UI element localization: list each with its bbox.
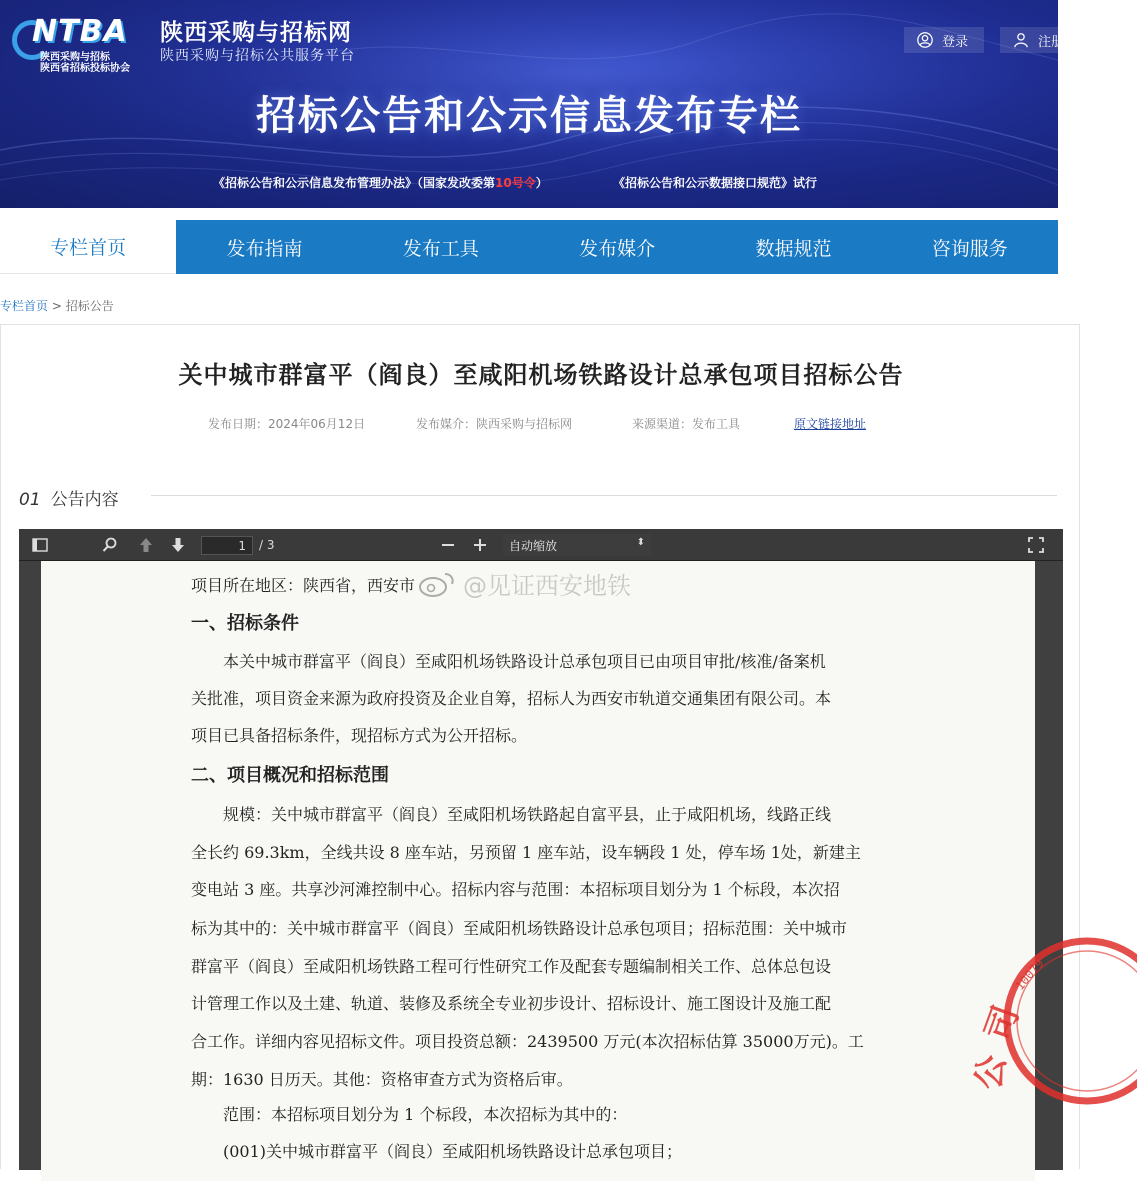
section-number: 01 bbox=[19, 490, 41, 510]
weibo-logo-icon bbox=[417, 570, 457, 598]
page-total: / 3 bbox=[259, 538, 275, 552]
publish-date: 发布日期：2024年06月12日 bbox=[208, 417, 366, 431]
pdf-page bbox=[41, 561, 1047, 1181]
zoom-out-icon[interactable] bbox=[439, 536, 457, 554]
login-label: 登录 bbox=[942, 34, 969, 50]
breadcrumb bbox=[0, 297, 114, 314]
previous-page-icon[interactable] bbox=[137, 536, 155, 554]
pdf-viewer bbox=[19, 529, 1063, 1170]
zoom-select[interactable] bbox=[503, 534, 651, 556]
pdf-line: 规模：关中城市群富平（阎良）至咸阳机场铁路起自富平县，止于咸阳机场，线路正线 bbox=[191, 805, 832, 824]
section-divider bbox=[151, 495, 1057, 496]
pdf-heading: 二、项目概况和招标范围 bbox=[191, 765, 389, 786]
site-logo[interactable] bbox=[12, 12, 152, 74]
nav-item-home[interactable]: 专栏首页 bbox=[0, 220, 176, 274]
breadcrumb-home[interactable]: 专栏首页 bbox=[0, 299, 49, 313]
page-number-input[interactable] bbox=[201, 536, 253, 555]
login-button[interactable] bbox=[904, 27, 984, 53]
banner-title: 招标公告和公示信息发布专栏 bbox=[256, 93, 802, 139]
section-heading bbox=[19, 485, 119, 510]
pdf-line: 标为其中的：关中城市群富平（阎良）至咸阳机场铁路设计总承包项目；招标范围：关中城市 bbox=[191, 919, 848, 938]
site-name: 陕西采购与招标网 bbox=[160, 20, 352, 46]
user-icon bbox=[1012, 31, 1030, 49]
pdf-toolbar bbox=[19, 529, 1063, 561]
pdf-line: 本关中城市群富平（阎良）至咸阳机场铁路设计总承包项目已由项目审批/核准/备案机 bbox=[191, 652, 826, 671]
section-title: 公告内容 bbox=[50, 490, 119, 510]
watermark bbox=[417, 566, 631, 601]
watermark-text: @见证西安地铁 bbox=[463, 572, 631, 600]
logo-abbr: NTBA bbox=[32, 14, 128, 49]
svg-text:公: 公 bbox=[968, 1052, 1014, 1093]
pdf-line: 合工作。详细内容见招标文件。项目投资总额：2439500 万元(本次招标估算 35000万元)。工 bbox=[191, 1032, 864, 1051]
svg-text:10079: 10079 bbox=[1012, 956, 1047, 993]
main-nav bbox=[0, 220, 1058, 274]
nav-item-consulting[interactable]: 咨询服务 bbox=[882, 220, 1058, 274]
publish-media: 发布媒介：陕西采购与招标网 bbox=[416, 417, 573, 431]
breadcrumb-separator: > bbox=[48, 299, 66, 313]
site-banner bbox=[0, 0, 1065, 208]
notice-regulation-link[interactable] bbox=[213, 174, 548, 191]
user-circle-icon bbox=[916, 31, 934, 49]
pdf-line: 项目已具备招标条件，现招标方式为公开招标。 bbox=[191, 726, 528, 745]
svg-text:司: 司 bbox=[977, 1000, 1028, 1047]
nav-item-guide[interactable]: 发布指南 bbox=[176, 220, 352, 274]
pdf-line: 范围：本招标项目划分为 1 个标段，本次招标为其中的： bbox=[191, 1105, 628, 1124]
pdf-line: 全长约 69.3km，全线共设 8 座车站，另预留 1 座车站，设车辆段 1 处，停车场 1处，新建主 bbox=[191, 843, 861, 862]
sidebar-toggle-icon[interactable] bbox=[31, 536, 49, 554]
next-page-icon[interactable] bbox=[169, 536, 187, 554]
logo-assoc-line2: 陕西省招标投标协会 bbox=[40, 63, 130, 74]
register-label: 注册 bbox=[1038, 34, 1065, 50]
pdf-line: 群富平（阎良）至咸阳机场铁路工程可行性研究工作及配套专题编制相关工作、总体总包设 bbox=[191, 957, 832, 976]
pdf-heading: 一、招标条件 bbox=[191, 613, 299, 634]
fullscreen-icon[interactable] bbox=[1027, 536, 1045, 554]
notice-spec-link[interactable]: 《招标公告和公示数据接口规范》试行 bbox=[613, 176, 818, 190]
nav-item-data-spec[interactable]: 数据规范 bbox=[705, 220, 881, 274]
notice-left-red: 10号令 bbox=[495, 176, 536, 190]
nav-item-media[interactable]: 发布媒介 bbox=[529, 220, 705, 274]
source-channel: 来源渠道：发布工具 bbox=[632, 417, 741, 431]
pdf-line: 关批准，项目资金来源为政府投资及企业自筹，招标人为西安市轨道交通集团有限公司。本 bbox=[191, 689, 832, 708]
zoom-label: 自动缩放 bbox=[509, 538, 558, 553]
nav-item-tools[interactable]: 发布工具 bbox=[353, 220, 529, 274]
article-title: 关中城市群富平（阎良）至咸阳机场铁路设计总承包项目招标公告 bbox=[178, 361, 904, 389]
pdf-line: (001)关中城市群富平（阎良）至咸阳机场铁路设计总承包项目； bbox=[191, 1142, 683, 1161]
logo-assoc-line1: 陕西采购与招标 bbox=[40, 52, 110, 63]
site-subtitle: 陕西采购与招标公共服务平台 bbox=[160, 48, 355, 64]
pdf-line: 计管理工作以及土建、轨道、装修及系统全专业初步设计、招标设计、施工图设计及施工配 bbox=[191, 994, 832, 1013]
zoom-in-icon[interactable] bbox=[471, 536, 489, 554]
pdf-line: 项目所在地区：陕西省，西安市 bbox=[191, 576, 416, 595]
select-arrow-icon: ⬍ bbox=[636, 537, 645, 548]
search-icon[interactable] bbox=[101, 536, 119, 554]
official-seal bbox=[968, 931, 1137, 1111]
register-button[interactable] bbox=[1000, 27, 1080, 53]
pdf-line: 期：1630 日历天。其他：资格审查方式为资格后审。 bbox=[191, 1070, 573, 1089]
notice-left-prefix: 《招标公告和公示信息发布管理办法》（国家发改委第 bbox=[213, 176, 496, 190]
original-link[interactable]: 原文链接地址 bbox=[794, 417, 867, 431]
article-panel bbox=[0, 324, 1080, 1169]
breadcrumb-current: 招标公告 bbox=[65, 299, 114, 313]
notice-left-suffix: ） bbox=[535, 176, 548, 190]
pdf-line: 变电站 3 座。共享沙河滩控制中心。招标内容与范围：本招标项目划分为 1 个标段，本次招 bbox=[191, 880, 840, 899]
